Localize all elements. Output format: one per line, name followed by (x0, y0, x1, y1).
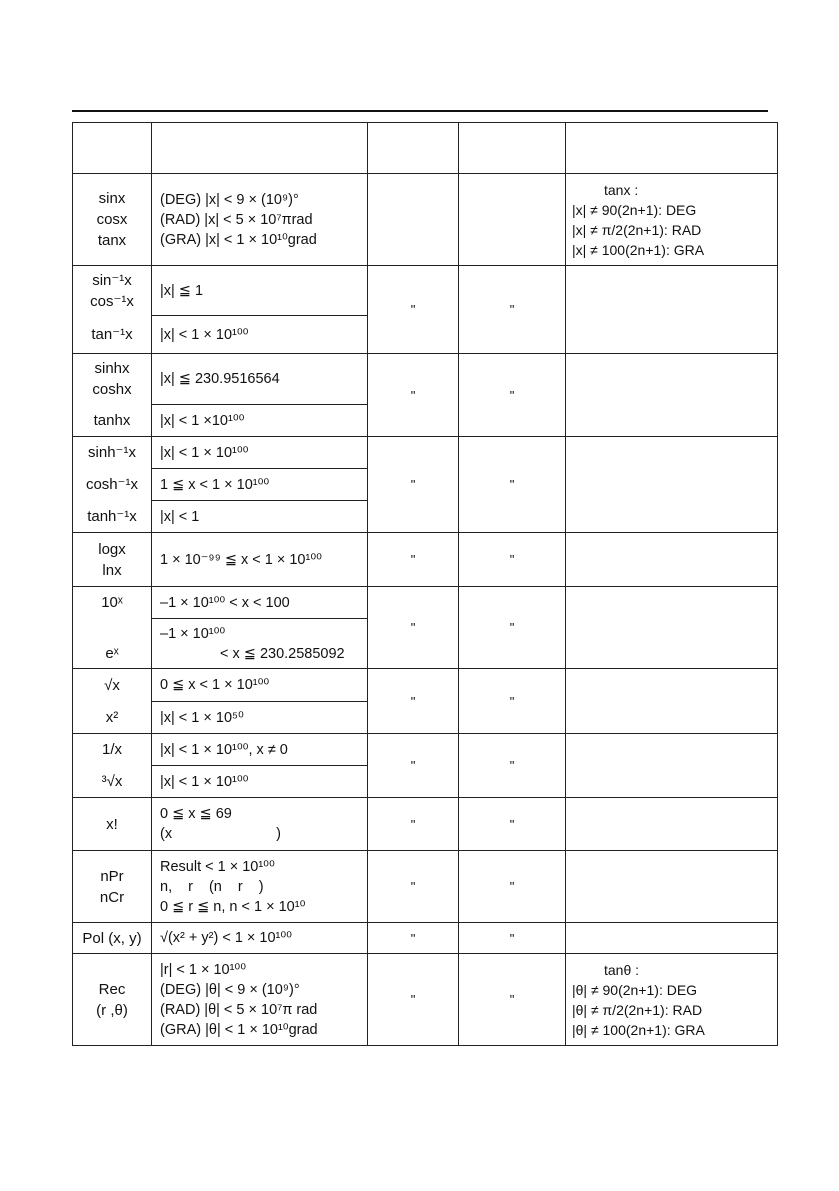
function-cell (73, 501, 152, 533)
function-range-table (72, 122, 778, 1046)
range-text: 0 ≦ x ≦ 69 (160, 806, 232, 822)
range-text: |x| ≦ 1 (160, 282, 204, 299)
function-label: sinhx (94, 360, 130, 378)
range-text: |x| < 1 × 10¹⁰⁰ (160, 773, 249, 790)
function-label: cos⁻¹x (90, 292, 134, 310)
table-row (73, 587, 778, 619)
function-label: tanhx (93, 411, 131, 429)
range-text: 0 ≦ x < 1 × 10¹⁰⁰ (160, 677, 270, 693)
header-rule (72, 110, 768, 112)
function-label: (r ,θ) (96, 1001, 128, 1019)
function-label: 1/x (101, 741, 122, 759)
note-cell (566, 587, 778, 669)
range-text: |r| < 1 × 10¹⁰⁰ (160, 961, 247, 978)
note-cell (566, 734, 778, 798)
function-label: nPr (100, 867, 124, 885)
function-cell (73, 734, 152, 766)
range-text: |x| < 1 × 10¹⁰⁰ (160, 326, 249, 343)
range-cell (152, 437, 368, 469)
range-text: √(x² + y²) < 1 × 10¹⁰⁰ (160, 930, 292, 946)
ditto-cell: " (368, 734, 459, 798)
table-row (73, 954, 778, 1046)
note-text: |θ| ≠ 100(2n+1): GRA (572, 1021, 705, 1038)
range-text: (GRA) |θ| < 1 × 10¹⁰grad (160, 1021, 318, 1038)
note-cell (566, 851, 778, 923)
ditto-cell: " (459, 587, 566, 669)
function-label: tanh⁻¹x (87, 507, 137, 525)
ditto-cell: " (368, 587, 459, 669)
range-text: |x| < 1 × 10⁵⁰ (160, 709, 244, 726)
range-cell (152, 734, 368, 766)
table-row (73, 437, 778, 469)
function-label: coshx (92, 381, 132, 399)
function-label: sinh⁻¹x (88, 444, 136, 462)
table-header-row (73, 123, 778, 174)
note-text: |x| ≠ π/2(2n+1): RAD (572, 221, 702, 238)
function-cell (73, 619, 152, 669)
range-text: (RAD) |θ| < 5 × 10⁷π rad (160, 1001, 318, 1018)
range-text: |x| < 1 ×10¹⁰⁰ (160, 412, 245, 429)
range-cell (152, 266, 368, 316)
ditto-cell: " (459, 669, 566, 734)
function-label: cosx (96, 211, 128, 228)
range-text: 1 ≦ x < 1 × 10¹⁰⁰ (160, 476, 270, 493)
range-text: 0 ≦ r ≦ n, n < 1 × 10¹⁰ (160, 898, 306, 915)
function-label: tan⁻¹x (91, 325, 133, 343)
table-row (73, 174, 778, 266)
function-cell (73, 354, 152, 405)
note-cell (566, 437, 778, 533)
range-text: |x| < 1 (160, 508, 200, 525)
table-row (73, 266, 778, 316)
range-cell (152, 501, 368, 533)
range-text: 1 × 10⁻⁹⁹ ≦ x < 1 × 10¹⁰⁰ (160, 551, 322, 568)
range-cell (152, 619, 368, 669)
table-row (73, 798, 778, 851)
function-label: eˣ (105, 645, 119, 662)
ditto-cell: " (459, 437, 566, 533)
range-cell (152, 954, 368, 1046)
ditto-cell: " (459, 734, 566, 798)
table-row (73, 354, 778, 405)
ditto-cell: " (368, 851, 459, 923)
note-text: |θ| ≠ 90(2n+1): DEG (572, 981, 698, 998)
function-cell (73, 316, 152, 354)
function-cell (73, 533, 152, 587)
function-cell (73, 954, 152, 1046)
function-label: sinx (98, 190, 126, 207)
function-label: Rec (98, 980, 126, 998)
range-text: |x| < 1 × 10¹⁰⁰, x ≠ 0 (160, 741, 288, 758)
function-label: tanx (97, 232, 127, 249)
range-cell (152, 851, 368, 923)
function-label: x² (105, 708, 119, 726)
note-cell (566, 174, 778, 266)
range-cell (152, 316, 368, 354)
range-text: (x ) (160, 826, 281, 842)
ditto-cell: " (368, 354, 459, 437)
function-label: √x (104, 676, 120, 694)
range-cell (152, 174, 368, 266)
ditto-cell: " (459, 798, 566, 851)
range-cell (152, 533, 368, 587)
function-label: cosh⁻¹x (85, 476, 139, 493)
ditto-cell: " (368, 798, 459, 851)
ditto-cell (368, 174, 459, 266)
ditto-cell (459, 174, 566, 266)
function-cell (73, 587, 152, 619)
function-cell (73, 766, 152, 798)
note-cell (566, 354, 778, 437)
function-cell (73, 405, 152, 437)
note-text: tanθ : (604, 961, 640, 978)
range-text: (DEG) |θ| < 9 × (10⁹)° (160, 981, 300, 998)
ditto-cell: " (368, 954, 459, 1046)
note-text: |x| ≠ 100(2n+1): GRA (572, 241, 705, 258)
function-label: lnx (102, 561, 122, 579)
ditto-cell: " (368, 669, 459, 734)
note-text: tanx : (604, 181, 639, 198)
ditto-cell: " (459, 354, 566, 437)
function-label: logx (98, 540, 126, 558)
note-cell (566, 669, 778, 734)
range-text: (DEG) |x| < 9 × (10⁹)° (160, 191, 299, 208)
note-cell (566, 954, 778, 1046)
range-cell (152, 469, 368, 501)
note-text: |θ| ≠ π/2(2n+1): RAD (572, 1001, 703, 1018)
function-cell (73, 851, 152, 923)
note-cell (566, 533, 778, 587)
table-row (73, 669, 778, 702)
range-text: –1 × 10¹⁰⁰ < x < 100 (160, 594, 290, 611)
range-cell (152, 405, 368, 437)
table-row (73, 923, 778, 954)
function-label: sin⁻¹x (92, 271, 132, 289)
function-cell (73, 174, 152, 266)
range-text: < x ≦ 230.2585092 (220, 645, 345, 662)
table-row (73, 851, 778, 923)
function-label: ³√x (101, 772, 123, 790)
range-text: |x| < 1 × 10¹⁰⁰ (160, 444, 249, 461)
range-text: (GRA) |x| < 1 × 10¹⁰grad (160, 231, 317, 248)
note-cell (566, 266, 778, 354)
table-row (73, 533, 778, 587)
range-cell (152, 798, 368, 851)
ditto-cell: " (368, 437, 459, 533)
note-cell (566, 798, 778, 851)
ditto-cell: " (459, 954, 566, 1046)
function-label: x! (106, 815, 118, 833)
function-label: Pol (x, y) (82, 929, 142, 947)
function-cell (73, 923, 152, 954)
range-cell (152, 702, 368, 734)
function-cell (73, 702, 152, 734)
range-cell (152, 766, 368, 798)
function-cell (73, 669, 152, 702)
function-cell (73, 798, 152, 851)
range-text: n, r (n r ) (160, 878, 264, 895)
range-cell (152, 354, 368, 405)
range-cell (152, 669, 368, 702)
ditto-cell: " (459, 266, 566, 354)
range-text: –1 × 10¹⁰⁰ (160, 625, 226, 642)
function-cell (73, 266, 152, 316)
function-cell (73, 437, 152, 469)
range-text: |x| ≦ 230.9516564 (160, 371, 280, 387)
range-text: Result < 1 × 10¹⁰⁰ (160, 858, 275, 875)
ditto-cell: " (368, 266, 459, 354)
function-label: nCr (99, 888, 125, 906)
ditto-cell: " (459, 923, 566, 954)
ditto-cell: " (459, 533, 566, 587)
function-cell (73, 469, 152, 501)
ditto-cell: " (459, 851, 566, 923)
range-cell (152, 587, 368, 619)
range-cell (152, 923, 368, 954)
note-text: |x| ≠ 90(2n+1): DEG (572, 201, 697, 218)
table-row (73, 734, 778, 766)
note-cell (566, 923, 778, 954)
ditto-cell: " (368, 923, 459, 954)
function-label: 10ˣ (101, 594, 123, 612)
range-text: (RAD) |x| < 5 × 10⁷πrad (160, 211, 313, 228)
ditto-cell: " (368, 533, 459, 587)
